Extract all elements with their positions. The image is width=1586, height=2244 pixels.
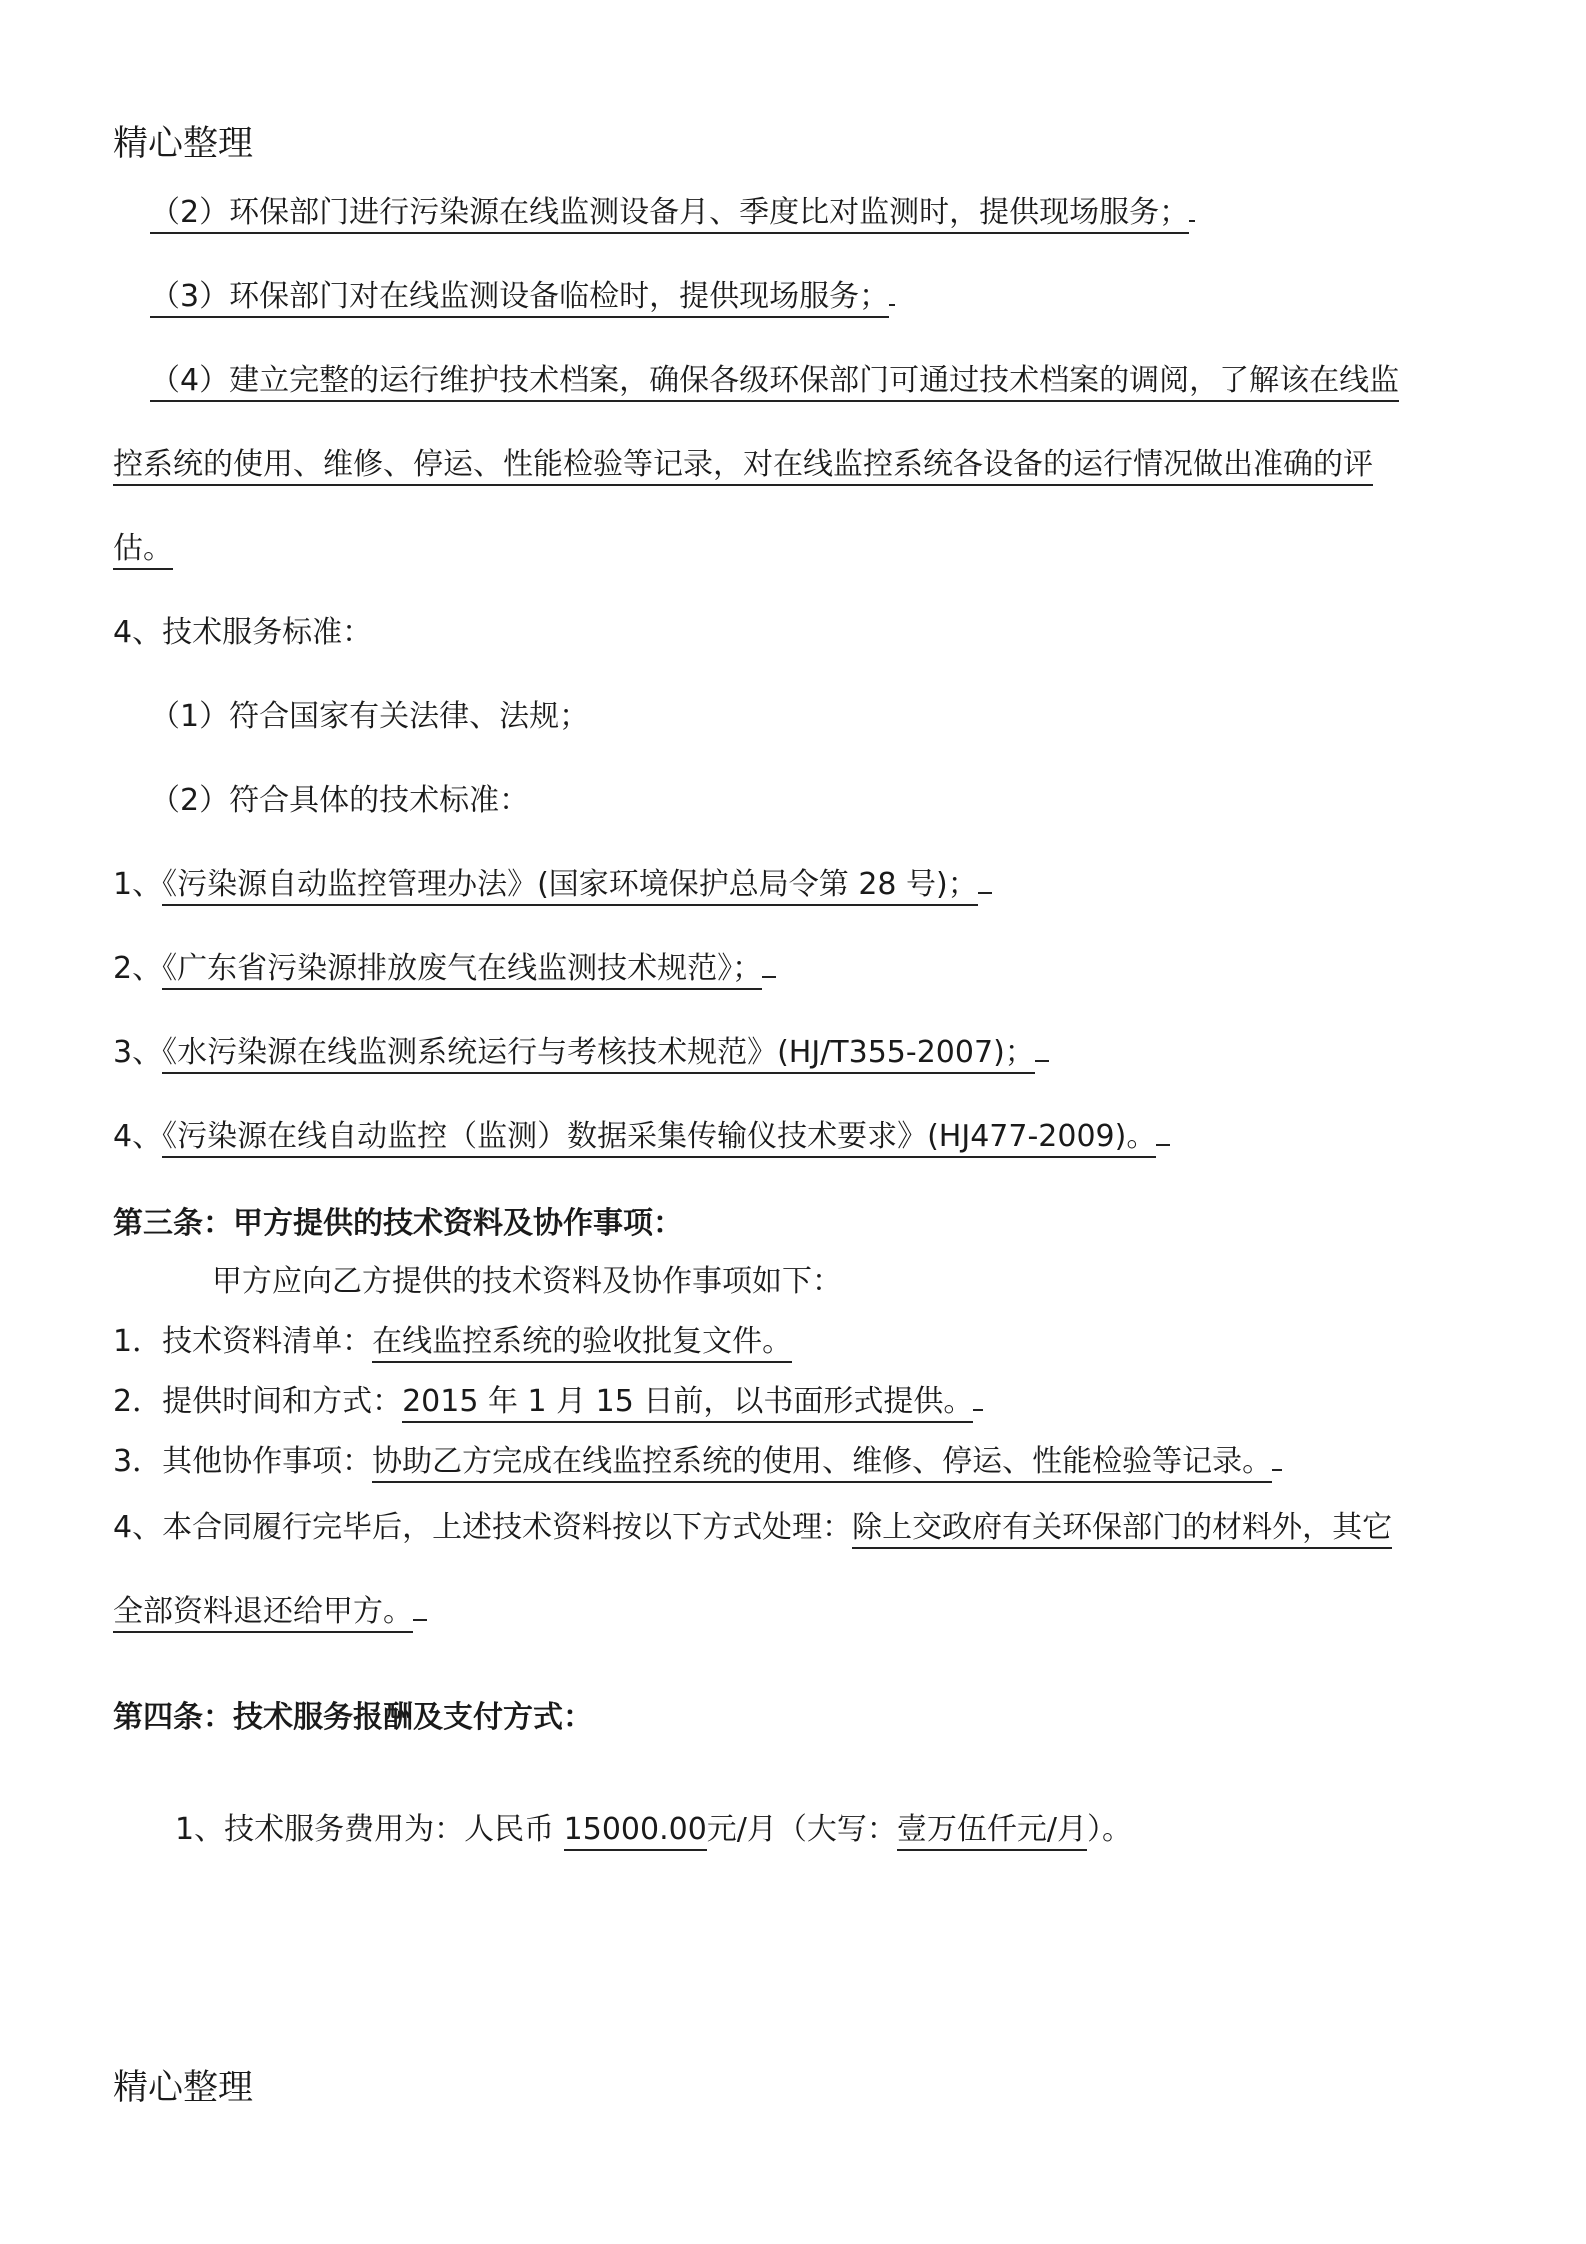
article-3-item-2 — [113, 1382, 983, 1422]
item-3 — [150, 277, 895, 317]
fee-words: 壹万伍仟元/月 — [897, 1812, 1087, 1851]
item-2 — [150, 193, 1195, 233]
standards-title: 4、技术服务标准： — [113, 615, 373, 650]
item-value: 协助乙方完成在线监控系统的使用、维修、停运、性能检验等记录。 — [372, 1444, 1272, 1483]
article-4-title: 第四条：技术服务报酬及支付方式： — [113, 1700, 593, 1735]
standard-list-item — [113, 949, 776, 989]
list-number: 2、 — [113, 951, 163, 986]
list-number: 4、 — [113, 1119, 163, 1154]
list-text: 《广东省污染源排放废气在线监测技术规范》； — [162, 951, 762, 990]
fee-amount: 15000.00 — [564, 1812, 707, 1851]
article-3-item-1 — [113, 1322, 792, 1362]
item-value: 除上交政府有关环保部门的材料外，其它 — [852, 1510, 1392, 1549]
article-3-intro: 甲方应向乙方提供的技术资料及协作事项如下： — [212, 1264, 842, 1299]
article-3-title: 第三条：甲方提供的技术资料及协作事项： — [113, 1206, 683, 1241]
fee-suffix: ）。 — [1087, 1812, 1133, 1847]
standard-list-item — [113, 1117, 1170, 1157]
item-value: 全部资料退还给甲方。 — [113, 1594, 413, 1633]
fee-prefix: 1、技术服务费用为：人民币 — [175, 1812, 555, 1847]
item-3-text: （3）环保部门对在线监测设备临检时，提供现场服务； — [150, 279, 889, 318]
article-3-item-3 — [113, 1442, 1282, 1482]
item-label: 4、本合同履行完毕后，上述技术资料按以下方式处理： — [113, 1510, 853, 1545]
item-4-line-3-text: 估。 — [113, 531, 173, 570]
item-4-line-1-text: （4）建立完整的运行维护技术档案，确保各级环保部门可通过技术档案的调阅，了解该在线监 — [150, 363, 1399, 402]
list-text: 《污染源在线自动监控（监测）数据采集传输仪技术要求》(HJ477-2009)。 — [162, 1119, 1156, 1158]
list-number: 3、 — [113, 1035, 163, 1070]
item-2-text: （2）环保部门进行污染源在线监测设备月、季度比对监测时，提供现场服务； — [150, 195, 1189, 234]
item-label: 3．其他协作事项： — [113, 1444, 373, 1479]
fee-mid: 元/月（大写： — [706, 1812, 897, 1847]
standard-list-item — [113, 1033, 1049, 1073]
item-4-line-2-text: 控系统的使用、维修、停运、性能检验等记录，对在线监控系统各设备的运行情况做出准确的评 — [113, 447, 1373, 486]
article-3-item-4-cont — [113, 1592, 427, 1632]
standard-list-item — [113, 865, 992, 905]
list-text: 《污染源自动监控管理办法》(国家环境保护总局令第 28 号)； — [162, 867, 978, 906]
item-4-line-1 — [150, 361, 1399, 401]
fee-line — [175, 1810, 1132, 1850]
page-header: 精心整理 — [113, 124, 254, 164]
standard-1: （1）符合国家有关法律、法规； — [150, 699, 590, 734]
list-text: 《水污染源在线监测系统运行与考核技术规范》(HJ/T355-2007)； — [162, 1035, 1035, 1074]
item-4-line-2 — [113, 445, 1373, 485]
list-number: 1、 — [113, 867, 163, 902]
page-footer: 精心整理 — [113, 2068, 254, 2108]
article-3-item-4 — [113, 1508, 1392, 1548]
item-value: 2015 年 1 月 15 日前，以书面形式提供。 — [402, 1384, 973, 1423]
item-value: 在线监控系统的验收批复文件。 — [372, 1324, 792, 1363]
item-label: 2．提供时间和方式： — [113, 1384, 403, 1419]
item-4-line-3 — [113, 529, 173, 569]
item-label: 1．技术资料清单： — [113, 1324, 373, 1359]
standard-2: （2）符合具体的技术标准： — [150, 783, 530, 818]
